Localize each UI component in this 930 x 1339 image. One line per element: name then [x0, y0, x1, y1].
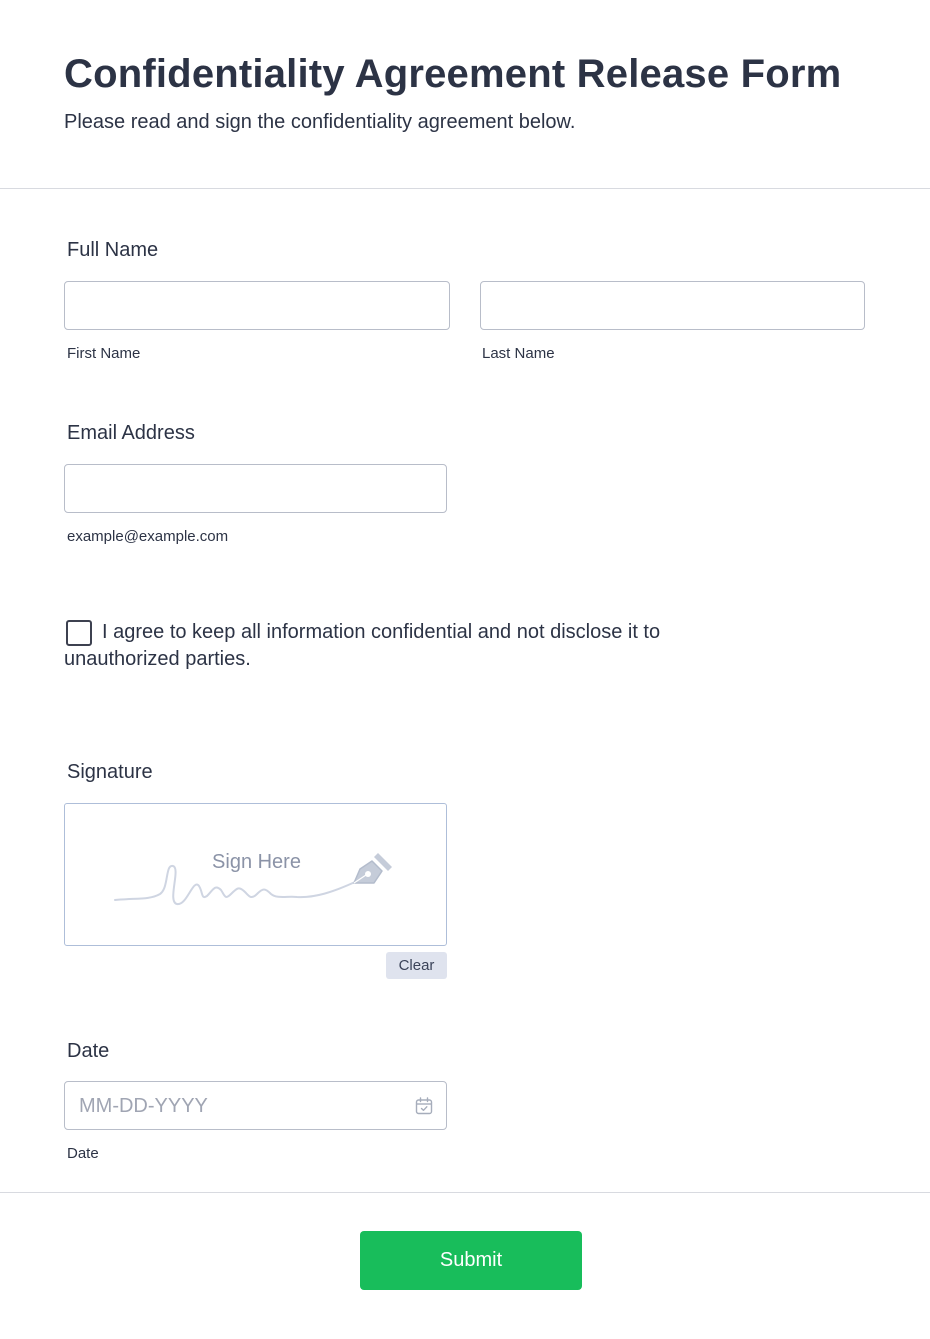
- last-name-sublabel: Last Name: [482, 345, 555, 362]
- last-name-input[interactable]: [480, 281, 865, 330]
- footer-divider: [0, 1192, 930, 1193]
- first-name-sublabel: First Name: [67, 345, 141, 362]
- clear-signature-button[interactable]: Clear: [386, 952, 447, 979]
- page-title: Confidentiality Agreement Release Form: [64, 52, 842, 96]
- consent-checkbox[interactable]: [66, 620, 92, 646]
- date-input[interactable]: [64, 1081, 447, 1130]
- date-label: Date: [67, 1040, 110, 1062]
- date-placeholder: MM-DD-YYYY: [79, 1095, 208, 1117]
- email-label: Email Address: [67, 422, 195, 444]
- calendar-icon[interactable]: [415, 1097, 433, 1115]
- email-sublabel: example@example.com: [67, 528, 229, 545]
- consent-label: I agree to keep all information confidential and not disclose it to unauthorized parties.: [64, 621, 661, 670]
- signature-label: Signature: [67, 761, 153, 783]
- email-input[interactable]: [64, 464, 447, 513]
- signature-pad[interactable]: [64, 803, 447, 946]
- signature-placeholder: Sign Here: [212, 851, 301, 873]
- date-sublabel: Date: [67, 1145, 99, 1162]
- full-name-label: Full Name: [67, 239, 159, 261]
- submit-button[interactable]: Submit: [360, 1231, 582, 1290]
- page-subtitle: Please read and sign the confidentiality agreement below.: [64, 111, 576, 133]
- first-name-input[interactable]: [64, 281, 450, 330]
- form-header: [0, 0, 930, 189]
